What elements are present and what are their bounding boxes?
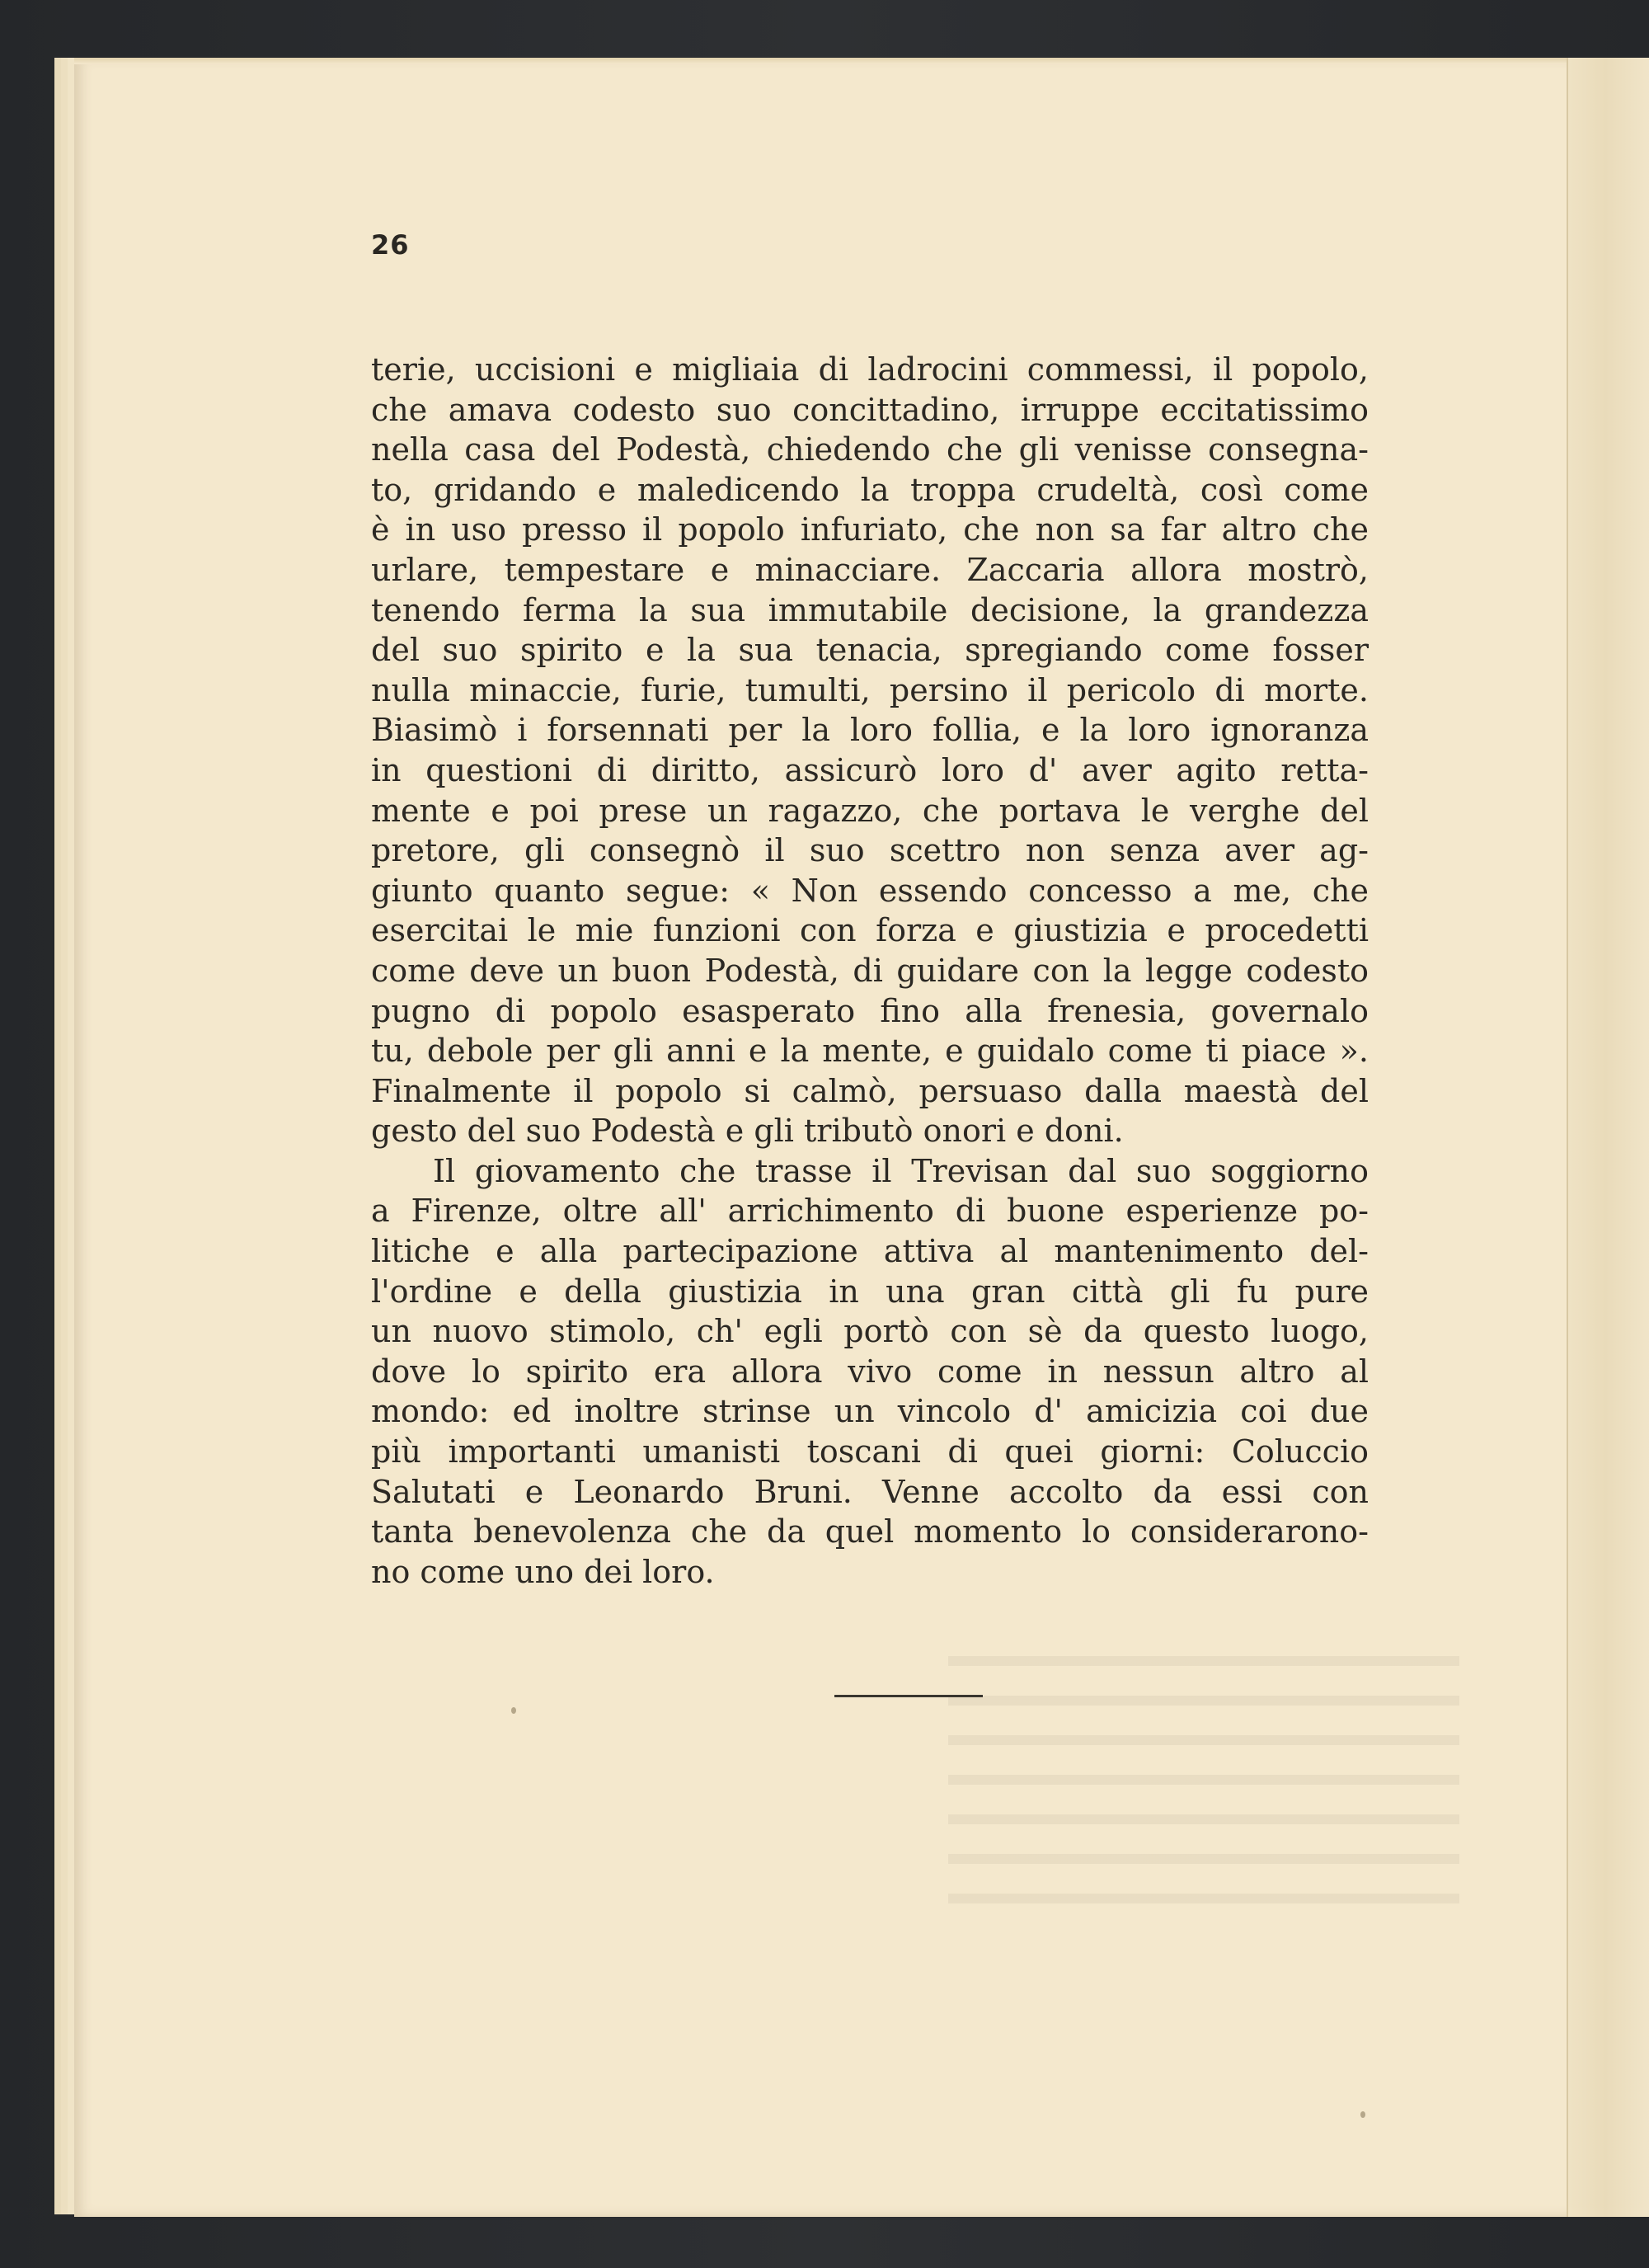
text-line: terie, uccisioni e migliaia di ladrocini commessi, il popolo, [371,351,1369,388]
text-line: dove lo spirito era allora vivo come in nessun altro al [371,1353,1369,1390]
page-number: 26 [371,229,410,261]
body-text [371,350,1369,1592]
text-line: l'ordine e della giustizia in una gran città gli fu pure [371,1273,1369,1310]
text-line: come deve un buon Podestà, di guidare con la legge codesto [371,952,1369,989]
text-line: a Firenze, oltre all' arrichimento di buone esperienze po- [371,1193,1369,1230]
text-line: Biasimò i forsennati per la loro follia, e la loro ignoranza [371,712,1369,749]
text-line: pugno di popolo esasperato fino alla frenesia, governalo [371,992,1369,1029]
text-line: tenendo ferma la sua immutabile decisione, la grandezza [371,591,1369,628]
text-line: Finalmente il popolo si calmò, persuaso dalla maestà del [371,1072,1369,1109]
text-line: un nuovo stimolo, ch' egli portò con sè da questo luogo, [371,1313,1369,1350]
text-line: tanta benevolenza che da quel momento lo considerarono- [371,1513,1369,1550]
text-line: to, gridando e maledicendo la troppa crudeltà, così come [371,471,1369,508]
paragraph [371,350,1369,1151]
text-line: urlare, tempestare e minacciare. Zaccaria allora mostrò, [371,551,1369,588]
text-line: mondo: ed inoltre strinse un vincolo d' amicizia coi due [371,1393,1369,1430]
text-line: è in uso presso il popolo infuriato, che non sa far altro che [371,511,1369,548]
page-gutter [1567,58,1649,2217]
text-line: litiche e alla partecipazione attiva al mantenimento del- [371,1233,1369,1270]
text-line: Salutati e Leonardo Bruni. Venne accolto da essi con [371,1473,1369,1510]
text-line: in questioni di diritto, assicurò loro d' aver agito retta- [371,751,1369,788]
paragraph [371,1151,1369,1593]
text-line: del suo spirito e la sua tenacia, spregiando come fosser [371,632,1369,669]
paper-speck [511,1707,516,1714]
text-line: gesto del suo Podestà e gli tributò onori e doni. [371,1113,1124,1150]
text-line: Il giovamento che trasse il Trevisan dal suo soggiorno [433,1152,1369,1189]
text-line: esercitai le mie funzioni con forza e giustizia e procedetti [371,912,1369,949]
text-line: no come uno dei loro. [371,1553,715,1590]
paper-speck [1360,2111,1365,2118]
bleed-through-texture [948,1641,1459,1922]
text-line: che amava codesto suo concittadino, irruppe eccitatissimo [371,391,1369,428]
text-line: mente e poi prese un ragazzo, che portava le verghe del [371,792,1369,829]
section-separator-rule [834,1695,983,1697]
text-line: nella casa del Podestà, chiedendo che gli venisse consegna- [371,431,1369,468]
text-line: tu, debole per gli anni e la mente, e guidalo come ti piace ». [371,1033,1369,1070]
text-line: giunto quanto segue: « Non essendo concesso a me, che [371,872,1369,909]
text-line: pretore, gli consegnò il suo scettro non senza aver ag- [371,832,1369,869]
text-line: nulla minaccie, furie, tumulti, persino il pericolo di morte. [371,671,1369,708]
text-line: più importanti umanisti toscani di quei giorni: Coluccio [371,1433,1369,1470]
